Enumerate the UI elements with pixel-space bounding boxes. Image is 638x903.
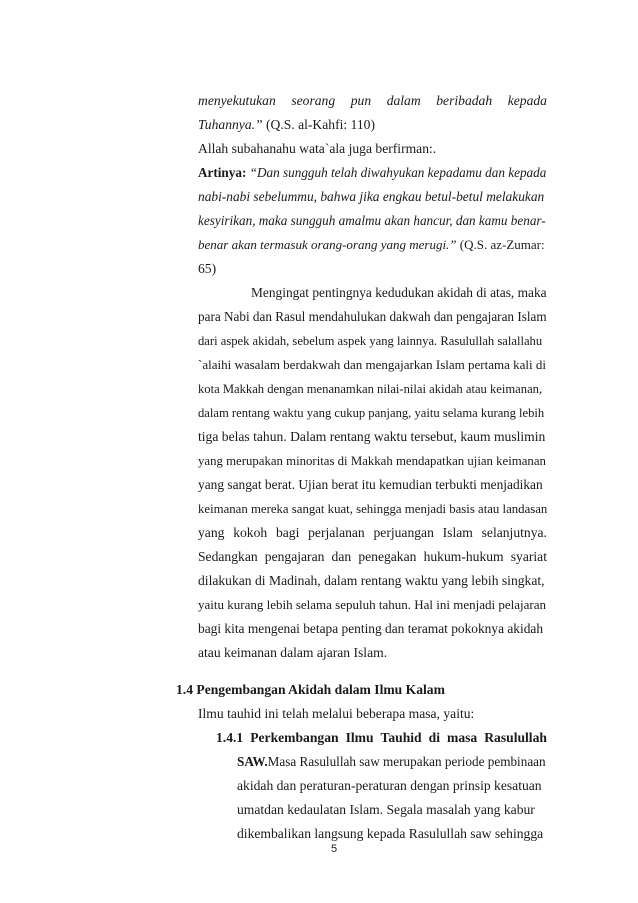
text-line: atau keimanan dalam ajaran Islam. <box>198 645 388 660</box>
text-line: Tuhannya.” (Q.S. al-Kahfi: 110) <box>198 117 375 132</box>
text-line: Mengingat pentingnya kedudukan akidah di atas, maka <box>251 285 547 300</box>
text-line: menyekutukan seorang pun dalam beribadah kepada <box>198 93 547 108</box>
text-line: dari aspek akidah, sebelum aspek yang lainnya. Rasulullah salallahu <box>198 334 543 348</box>
text-line: `alaihi wasalam berdakwah dan mengajarkan Islam pertama kali di <box>198 357 546 372</box>
text-line: yang sangat berat. Ujian berat itu kemudian terbukti menjadikan <box>198 477 543 492</box>
text-line: SAW.Masa Rasulullah saw merupakan periode pembinaan <box>237 754 546 769</box>
text-line: yaitu kurang lebih selama sepuluh tahun. Hal ini menjadi pelajaran <box>198 597 547 612</box>
text-line: Artinya: “Dan sungguh telah diwahyukan kepadamu dan kepada <box>198 165 547 180</box>
text-line: tiga belas tahun. Dalam rentang waktu tersebut, kaum muslimin <box>198 429 546 444</box>
text-line: keimanan mereka sangat kuat, sehingga menjadi basis atau landasan <box>198 502 548 516</box>
text-line: Ilmu tauhid ini telah melalui beberapa masa, yaitu: <box>198 706 475 721</box>
text-line: kesyirikan, maka sungguh amalmu akan hancur, dan kamu benar- <box>198 213 546 228</box>
text-line: dilakukan di Madinah, dalam rentang waktu yang lebih singkat, <box>198 573 545 588</box>
text-line: Allah subahanahu wata`ala juga berfirman:. <box>198 141 437 156</box>
section-heading: 1.4 Pengembangan Akidah dalam Ilmu Kalam <box>176 682 445 697</box>
text-line: umatdan kedaulatan Islam. Segala masalah yang kabur <box>237 802 535 817</box>
text-line: dikembalikan langsung kepada Rasulullah saw sehingga <box>237 826 544 841</box>
page-number: 5 <box>330 843 338 855</box>
subsection-heading: 1.4.1 Perkembangan Ilmu Tauhid di masa Rasulullah <box>216 730 547 745</box>
text-line: Sedangkan pengajaran dan penegakan hukum-hukum syariat <box>198 549 547 564</box>
text-line: dalam rentang waktu yang cukup panjang, yaitu selama kurang lebih <box>198 406 545 420</box>
text-line: nabi-nabi sebelummu, bahwa jika engkau betul-betul melakukan <box>198 189 545 204</box>
text-line: yang kokoh bagi perjalanan perjuangan Islam selanjutnya. <box>198 525 547 540</box>
text-line: yang merupakan minoritas di Makkah mendapatkan ujian keimanan <box>198 454 546 468</box>
text-line: 65) <box>198 261 217 276</box>
text-line: kota Makkah dengan menanamkan nilai-nilai akidah atau keimanan, <box>198 382 543 396</box>
text-line: akidah dan peraturan-peraturan dengan prinsip kesatuan <box>237 778 542 793</box>
text-line: benar akan termasuk orang-orang yang merugi.” (Q.S. az-Zumar: <box>198 237 545 252</box>
text-line: bagi kita mengenai betapa penting dan teramat pokoknya akidah <box>198 621 544 636</box>
text-line: para Nabi dan Rasul mendahulukan dakwah dan pengajaran Islam <box>198 309 547 324</box>
